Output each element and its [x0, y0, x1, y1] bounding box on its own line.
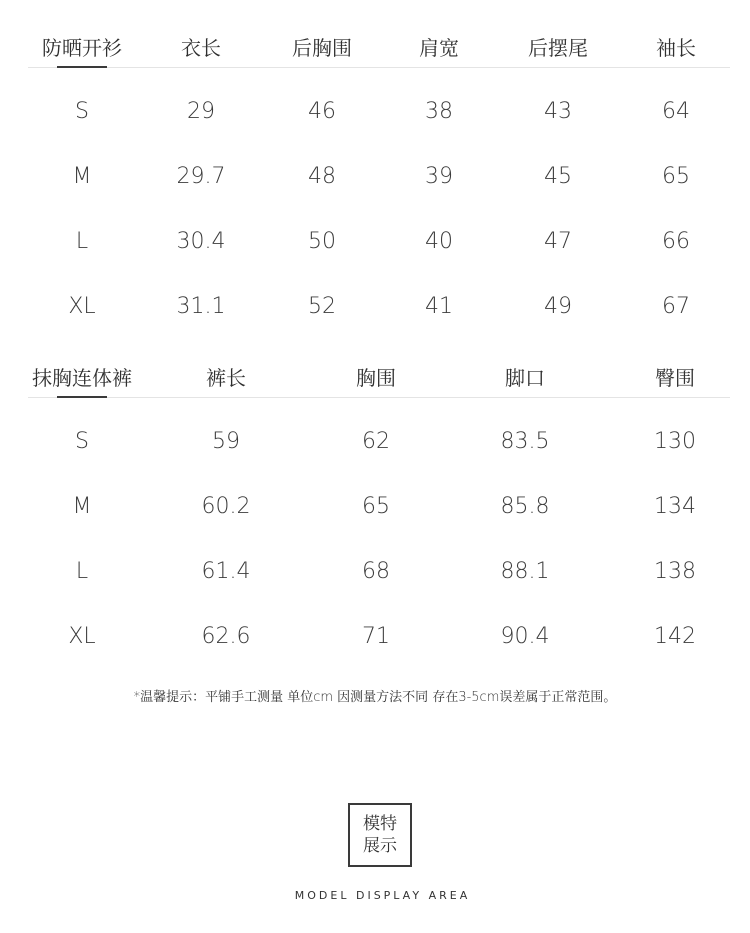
value-cell: 39 — [425, 164, 453, 189]
value-cell: 38 — [425, 99, 453, 124]
header-cell: 抹胸连体裤 — [32, 366, 132, 390]
value-cell: 138 — [654, 559, 696, 584]
value-cell: 50 — [308, 229, 336, 254]
table-row — [28, 528, 730, 593]
value-cell: 65 — [662, 164, 690, 189]
size-cell: XL — [68, 624, 96, 649]
value-cell: 90.4 — [500, 624, 550, 649]
header-cell: 裤长 — [206, 366, 246, 390]
value-cell: 68 — [362, 559, 390, 584]
value-cell: 30.4 — [176, 229, 226, 254]
size-cell: S — [75, 429, 89, 454]
value-cell: 61.4 — [201, 559, 251, 584]
value-cell: 46 — [308, 99, 336, 124]
header-cell: 袖长 — [656, 36, 696, 60]
table-row — [28, 398, 730, 463]
model-display-badge — [348, 803, 412, 867]
size-table-cardigan — [28, 0, 730, 328]
model-badge-line1: 模特 — [363, 814, 397, 834]
size-table-jumpsuit — [28, 330, 730, 658]
value-cell: 64 — [662, 99, 690, 124]
value-cell: 134 — [654, 494, 696, 519]
value-cell: 67 — [662, 294, 690, 319]
value-cell: 48 — [308, 164, 336, 189]
header-cell: 后摆尾 — [528, 36, 588, 60]
value-cell: 130 — [654, 429, 696, 454]
value-cell: 43 — [544, 99, 572, 124]
header-cell: 胸围 — [356, 366, 396, 390]
header-cell: 臀围 — [655, 366, 695, 390]
value-cell: 83.5 — [500, 429, 550, 454]
table-row — [28, 593, 730, 658]
measurement-note: *温馨提示：平铺手工测量 单位cm 因测量方法不同 存在3-5cm误差属于正常范围。 — [133, 690, 617, 705]
header-cell: 肩宽 — [419, 36, 459, 60]
value-cell: 66 — [662, 229, 690, 254]
table-row — [28, 263, 730, 328]
table-header — [28, 330, 730, 398]
value-cell: 65 — [362, 494, 390, 519]
value-cell: 40 — [425, 229, 453, 254]
value-cell: 31.1 — [176, 294, 226, 319]
size-cell: M — [72, 494, 92, 519]
size-cell: S — [75, 99, 89, 124]
value-cell: 41 — [425, 294, 453, 319]
value-cell: 49 — [544, 294, 572, 319]
header-cell: 衣长 — [181, 36, 221, 60]
header-cell: 后胸围 — [292, 36, 352, 60]
value-cell: 59 — [212, 429, 240, 454]
model-display-caption: MODEL DISPLAY AREA — [294, 889, 471, 902]
value-cell: 142 — [654, 624, 696, 649]
value-cell: 71 — [362, 624, 390, 649]
value-cell: 47 — [544, 229, 572, 254]
value-cell: 88.1 — [500, 559, 550, 584]
value-cell: 85.8 — [500, 494, 550, 519]
value-cell: 52 — [308, 294, 336, 319]
size-cell: L — [75, 559, 89, 584]
value-cell: 62 — [362, 429, 390, 454]
size-cell: M — [72, 164, 92, 189]
value-cell: 62.6 — [201, 624, 251, 649]
model-badge-line2: 展示 — [363, 836, 397, 856]
value-cell: 29.7 — [176, 164, 226, 189]
table-row — [28, 463, 730, 528]
value-cell: 60.2 — [201, 494, 251, 519]
size-cell: L — [75, 229, 89, 254]
table-row — [28, 198, 730, 263]
header-cell: 防晒开衫 — [42, 36, 122, 60]
table-row — [28, 133, 730, 198]
table-row — [28, 68, 730, 133]
size-cell: XL — [68, 294, 96, 319]
header-cell: 脚口 — [505, 366, 545, 390]
table-header — [28, 0, 730, 68]
value-cell: 29 — [187, 99, 215, 124]
value-cell: 45 — [544, 164, 572, 189]
